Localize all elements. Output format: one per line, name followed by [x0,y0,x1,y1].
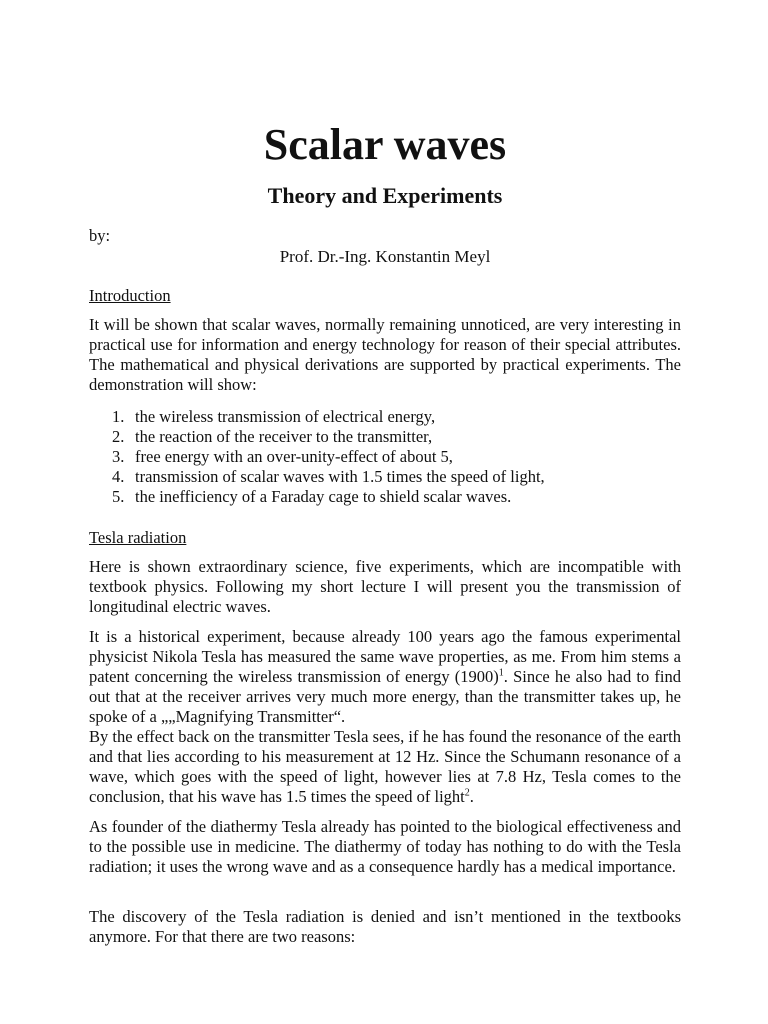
document-title: Scalar waves [263,120,507,169]
tesla-paragraph-1: Here is shown extraordinary science, five experiments, which are incompatible with textbook physics. Following my short lecture I will present you the transmission of longitudinal electric waves. [89,557,681,616]
tesla-radiation-heading: Tesla radiation [89,528,187,547]
list-item-text: the reaction of the receiver to the transmitter, [135,427,433,446]
tesla-paragraph-5: The discovery of the Tesla radiation is denied and isn’t mentioned in the textbooks anymore. For that there are two reasons: [89,907,681,946]
introduction-heading: Introduction [89,286,171,305]
tesla-paragraph-3 [89,727,681,807]
list-item [89,407,681,427]
list-item-number: 2. [112,427,125,446]
list-item-text: free energy with an over-unity-effect of about 5, [135,447,453,466]
list-item-number: 4. [112,467,125,486]
list-item [89,467,681,487]
list-item [89,447,681,467]
by-label: by: [89,226,111,245]
list-item [89,487,681,507]
list-item-number: 3. [112,447,125,466]
author-name: Prof. Dr.-Ing. Konstantin Meyl [279,247,491,266]
tesla-paragraph-3-text: By the effect back on the transmitter Tesla sees, if he has found the resonance of the earth and that lies according to his measurement at 12 Hz. Since the Schumann resonance of a wave, which goes with the speed of light, however lies at 7.8 Hz, Tesla comes to the conclusion, that his wave has 1.5 times the speed of light [89,727,681,806]
tesla-paragraph-3-text-cont: . [469,787,474,806]
introduction-paragraph: It will be shown that scalar waves, normally remaining unnoticed, are very interesting in practical use for information and energy technology for reason of their special attributes. The mathematical and physical derivations are supported by practical experiments. The demonstration will show: [89,315,681,394]
tesla-paragraph-2 [89,627,681,727]
footnote-ref-2: 2 [464,787,470,799]
list-item-number: 5. [112,487,125,506]
list-item-text: transmission of scalar waves with 1.5 times the speed of light, [135,467,545,486]
tesla-paragraph-2-text: It is a historical experiment, because already 100 years ago the famous experimental physicist Nikola Tesla has measured the same wave properties, as me. From him stems a patent concerning the wireless transmission of energy (1900) [89,627,681,686]
list-item [89,427,681,447]
footnote-ref-1: 1 [498,667,504,679]
tesla-paragraph-4: As founder of the diathermy Tesla already has pointed to the biological effectiveness and to the possible use in medicine. The diathermy of today has nothing to do with the Tesla radiation; it uses the wrong wave and as a consequence hardly has a medical importance. [89,817,681,876]
tesla-paragraph-2-text-cont: . Since he also had to find out that at the receiver arrives very much more energy, than the transmitter takes up, he spoke of a „„Magnifying Transmitter“. [89,667,681,726]
document-subtitle: Theory and Experiments [267,183,503,208]
demonstration-list [89,407,681,507]
list-item-number: 1. [112,407,125,426]
list-item-text: the inefficiency of a Faraday cage to shield scalar waves. [135,487,512,506]
list-item-text: the wireless transmission of electrical energy, [135,407,436,426]
